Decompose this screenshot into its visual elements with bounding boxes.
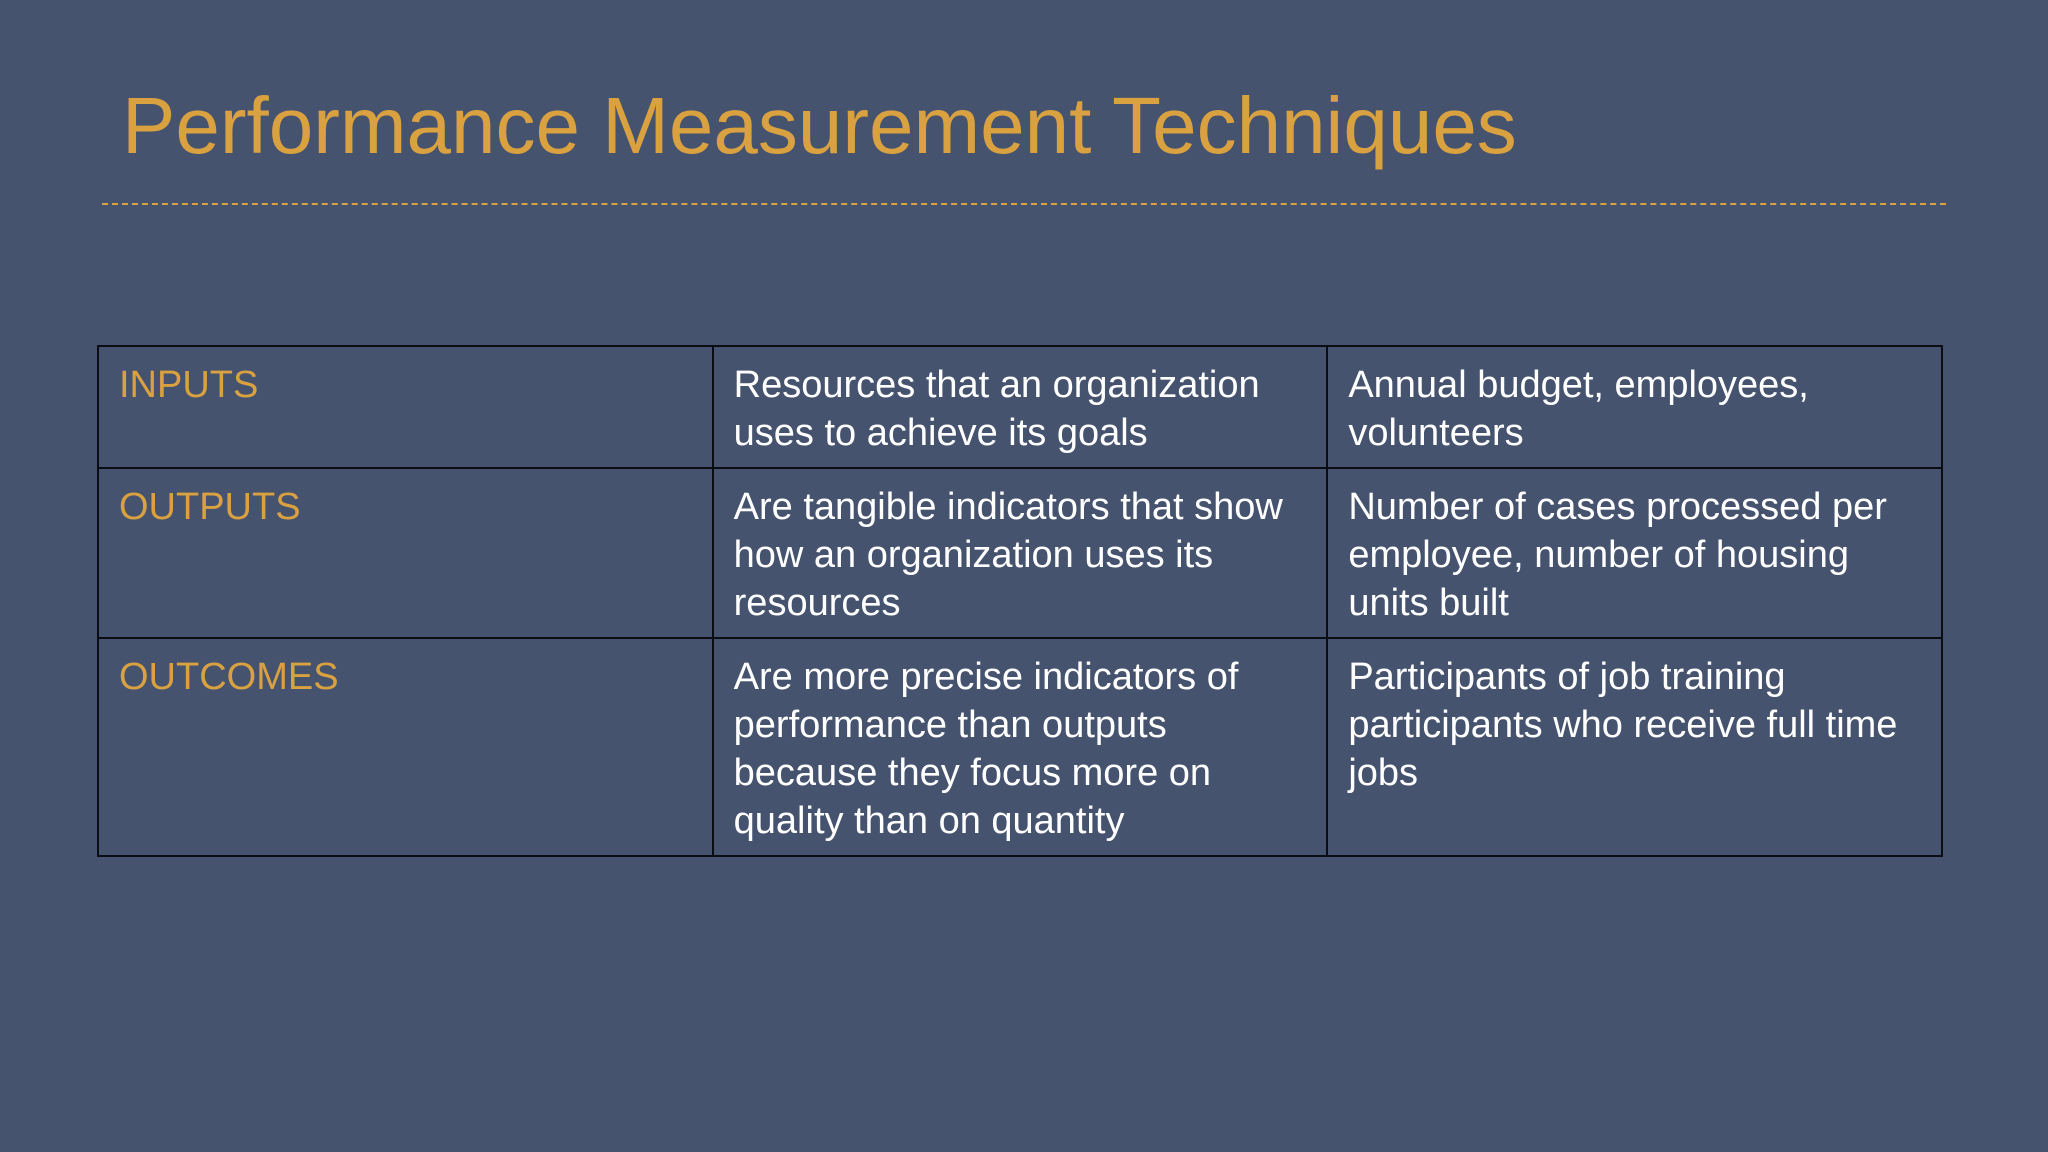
- example-cell: Number of cases processed per employee, number of housing units built: [1327, 468, 1942, 638]
- definition-cell: Resources that an organization uses to achieve its goals: [713, 346, 1328, 468]
- measurement-table: [97, 345, 1943, 857]
- term-cell: INPUTS: [98, 346, 713, 468]
- title-divider: [102, 203, 1946, 205]
- example-cell: Annual budget, employees, volunteers: [1327, 346, 1942, 468]
- table-row-inputs: [98, 346, 1942, 468]
- slide-title: Performance Measurement Techniques: [122, 81, 1517, 170]
- example-cell: Participants of job training participants who receive full time jobs: [1327, 638, 1942, 856]
- term-cell: OUTCOMES: [98, 638, 713, 856]
- table-row-outputs: [98, 468, 1942, 638]
- definition-cell: Are more precise indicators of performance than outputs because they focus more on quality than on quantity: [713, 638, 1328, 856]
- table-row-outcomes: [98, 638, 1942, 856]
- definition-cell: Are tangible indicators that show how an organization uses its resources: [713, 468, 1328, 638]
- term-cell: OUTPUTS: [98, 468, 713, 638]
